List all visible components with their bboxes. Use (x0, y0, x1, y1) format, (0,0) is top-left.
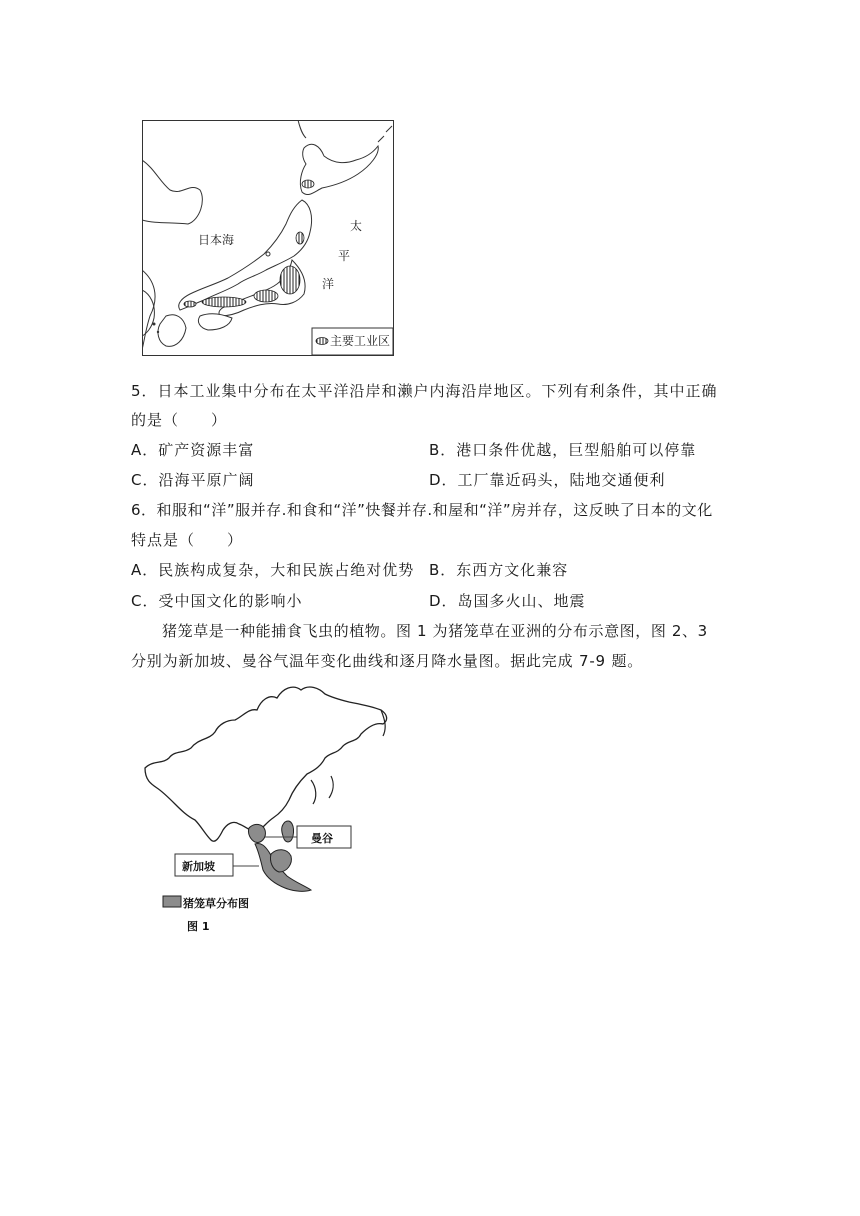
q5-option-c: C．沿海平原广阔 (131, 471, 255, 489)
industrial-zone-setouchi (202, 297, 246, 307)
eurasia-outline (145, 687, 387, 841)
distribution-borneo (270, 850, 291, 872)
industrial-zone-kitakyushu (184, 301, 196, 307)
singapore-label: 新加坡 (182, 860, 215, 873)
industrial-zone-keihin (280, 266, 300, 294)
pacific-label-1: 太 (350, 219, 363, 233)
q5-option-a: A．矿产资源丰富 (131, 441, 255, 459)
q6-stem-line1: 6．和服和“洋”服并存.和食和“洋”快餐并存.和屋和“洋”房并存，这反映了日本的文化 (131, 501, 713, 519)
map1-legend-label: 主要工业区 (330, 334, 391, 348)
q6-option-a: A．民族构成复杂，大和民族占绝对优势 (131, 561, 415, 579)
map2-legend-swatch (163, 896, 181, 907)
q5-option-d: D．工厂靠近码头，陆地交通便利 (429, 471, 666, 489)
japan-industry-map (142, 120, 394, 356)
q5-stem-line2: 的是（ ） (131, 411, 228, 429)
legend-hatch-icon (316, 338, 328, 345)
pacific-label-3: 洋 (322, 277, 335, 291)
bangkok-label: 曼谷 (311, 832, 333, 845)
intro-line1: 猪笼草是一种能捕食飞虫的植物。图 1 为猪笼草在亚洲的分布示意图，图 2、3 (162, 622, 708, 640)
q6-stem-line2: 特点是（ ） (131, 531, 244, 549)
distribution-indochina (248, 824, 265, 842)
q5-stem-line1: 5．日本工业集中分布在太平洋沿岸和濑户内海沿岸地区。下列有利条件，其中正确 (131, 382, 718, 400)
distribution-philippines (282, 821, 294, 842)
industrial-zone-chukyo (254, 290, 278, 302)
q6-option-d: D．岛国多火山、地震 (429, 592, 586, 610)
map2-legend-label: 猪笼草分布图 (183, 897, 249, 910)
nepenthes-distribution-map (135, 680, 395, 942)
intro-line2: 分别为新加坡、曼谷气温年变化曲线和逐月降水量图。据此完成 7-9 题。 (131, 652, 644, 670)
pacific-label-2: 平 (338, 249, 351, 263)
industrial-zone-hokkaido (302, 180, 314, 188)
figure1-caption: 图 1 (187, 920, 210, 933)
industrial-zone-tohoku (296, 232, 304, 244)
sea-of-japan-label: 日本海 (198, 233, 235, 247)
q6-option-b: B．东西方文化兼容 (429, 561, 569, 579)
q6-option-c: C．受中国文化的影响小 (131, 592, 303, 610)
q5-option-b: B．港口条件优越，巨型船舶可以停靠 (429, 441, 697, 459)
